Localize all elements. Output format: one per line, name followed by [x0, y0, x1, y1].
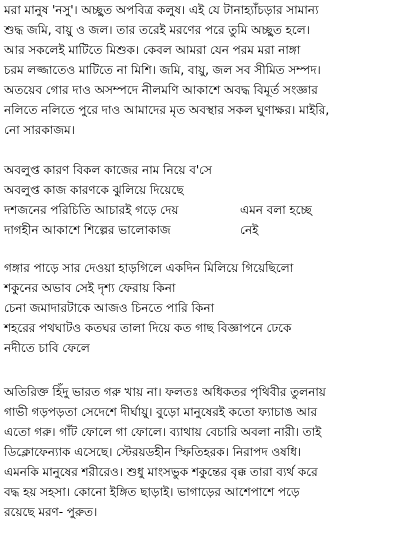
stanza1-line-2: অবলুপ্ত কাজ কারণকে ঝুলিয়ে দিয়েছে	[4, 183, 184, 197]
paragraph2-line-5: এমনকি মানুষের শরীরেও। শুধু মাংসভুক শকুন্তের বৃক্ক তারা ব্যর্থ করে	[4, 465, 318, 479]
stanza2-line-1: গঙ্গার পাড়ে সার দেওয়া হাড়গিলে একদিন মিলিয়ে গিয়েছিলো	[4, 261, 294, 275]
stanza1-line-4-text: দাগহীন আকাশে শিল্পের ভালোকাজ	[4, 223, 171, 237]
stanza1-line-1: অবলুপ্ত কারণ বিকল কাজের নাম নিয়ে ব'সে	[4, 163, 212, 177]
stanza2-line-2: শকুনের অভাব সেই দৃশ্য ফেরায় কিনা	[4, 281, 176, 295]
paragraph2-line-4: ডিক্লোফেন্যাক এসেছে। স্টেরয়ডহীন স্ফিতিহরক। নিরাপদ ওষধি।	[4, 445, 302, 459]
stanza2-line-3: চেনা জমাদারটাকে আজও চিনতে পারি কিনা	[4, 301, 214, 315]
paragraph1-line-1: মরা মানুষ 'নসু'। অচ্ছুত অপবিত্র কলুষ। এই যে টানাহ্যাঁচড়ার সামান্য	[4, 3, 319, 17]
paragraph2-line-3: এতো গরু। গাঁট ফোলে গা ফোলে। ব্যাথায় বেচারি অবলা নারী। তাই	[4, 425, 322, 439]
paragraph2-line-2: গাভী গড়পড়তা সেদেশে দীর্ঘায়ু। বুড়ো মানুষেরই কতো ফ্যাচাঙ আর	[4, 405, 318, 419]
paragraph1-line-7: নো সারকাজম।	[4, 123, 75, 137]
paragraph2-line-7: রয়েছে মরণ- পুরুত।	[4, 505, 98, 519]
stanza2-line-4: শহরের পথঘাটও কতঘর তালা দিয়ে কত গাছ বিজ্ঞাপনে ঢেকে	[4, 321, 292, 335]
paragraph1-line-3: আর সকলেই মাটিতে মিশুক। কেবল আমরা যেন পরম মরা নাঙ্গা	[4, 43, 301, 57]
stanza1-line-3-aside: এমন বলা হচ্ছে	[240, 203, 312, 217]
paragraph1-line-2: শুদ্ধ জমি, বায়ু ও জল। তার তরেই মরণের পরে তুমি অচ্ছুত হলে।	[4, 23, 310, 37]
stanza1-line-4-aside: নেই	[240, 223, 259, 237]
paragraph1-line-4: চরম লজ্জাতেও মাটিতে না মিশি। জমি, বায়ু, জল সব সীমিত সম্পদ।	[4, 63, 321, 77]
paragraph2-line-6: বদ্ধ হয় সহসা। কোনো ইঙ্গিত ছাড়াই। ভাগাড়ের আশেপাশে পড়ে	[4, 485, 300, 499]
stanza1-line-4	[4, 222, 404, 238]
stanza2-line-5: নদীতে চাবি ফেলে	[4, 341, 90, 355]
paragraph1-line-5: অতয়েব গোর দাও অসম্পদে নীলমণি আকাশে অবদ্ধ বিমূর্ত সংজ্ঞার	[4, 83, 318, 97]
stanza1-line-3-text: দশজনের পরিচিতি আচারই গড়ে দেয়	[4, 203, 179, 217]
stanza1-line-3	[4, 202, 404, 218]
paragraph2-line-1: অতিরিক্ত হিঁদু ভারত গরু খায় না। ফলতঃ অধিকতর পৃথিবীর তুলনায়	[4, 385, 326, 399]
paragraph1-line-6: নলিতে নলিতে পুরে দাও আমাদের মৃত অবস্থার সকল ঘুণাক্ষর। মাইরি,	[4, 103, 330, 117]
